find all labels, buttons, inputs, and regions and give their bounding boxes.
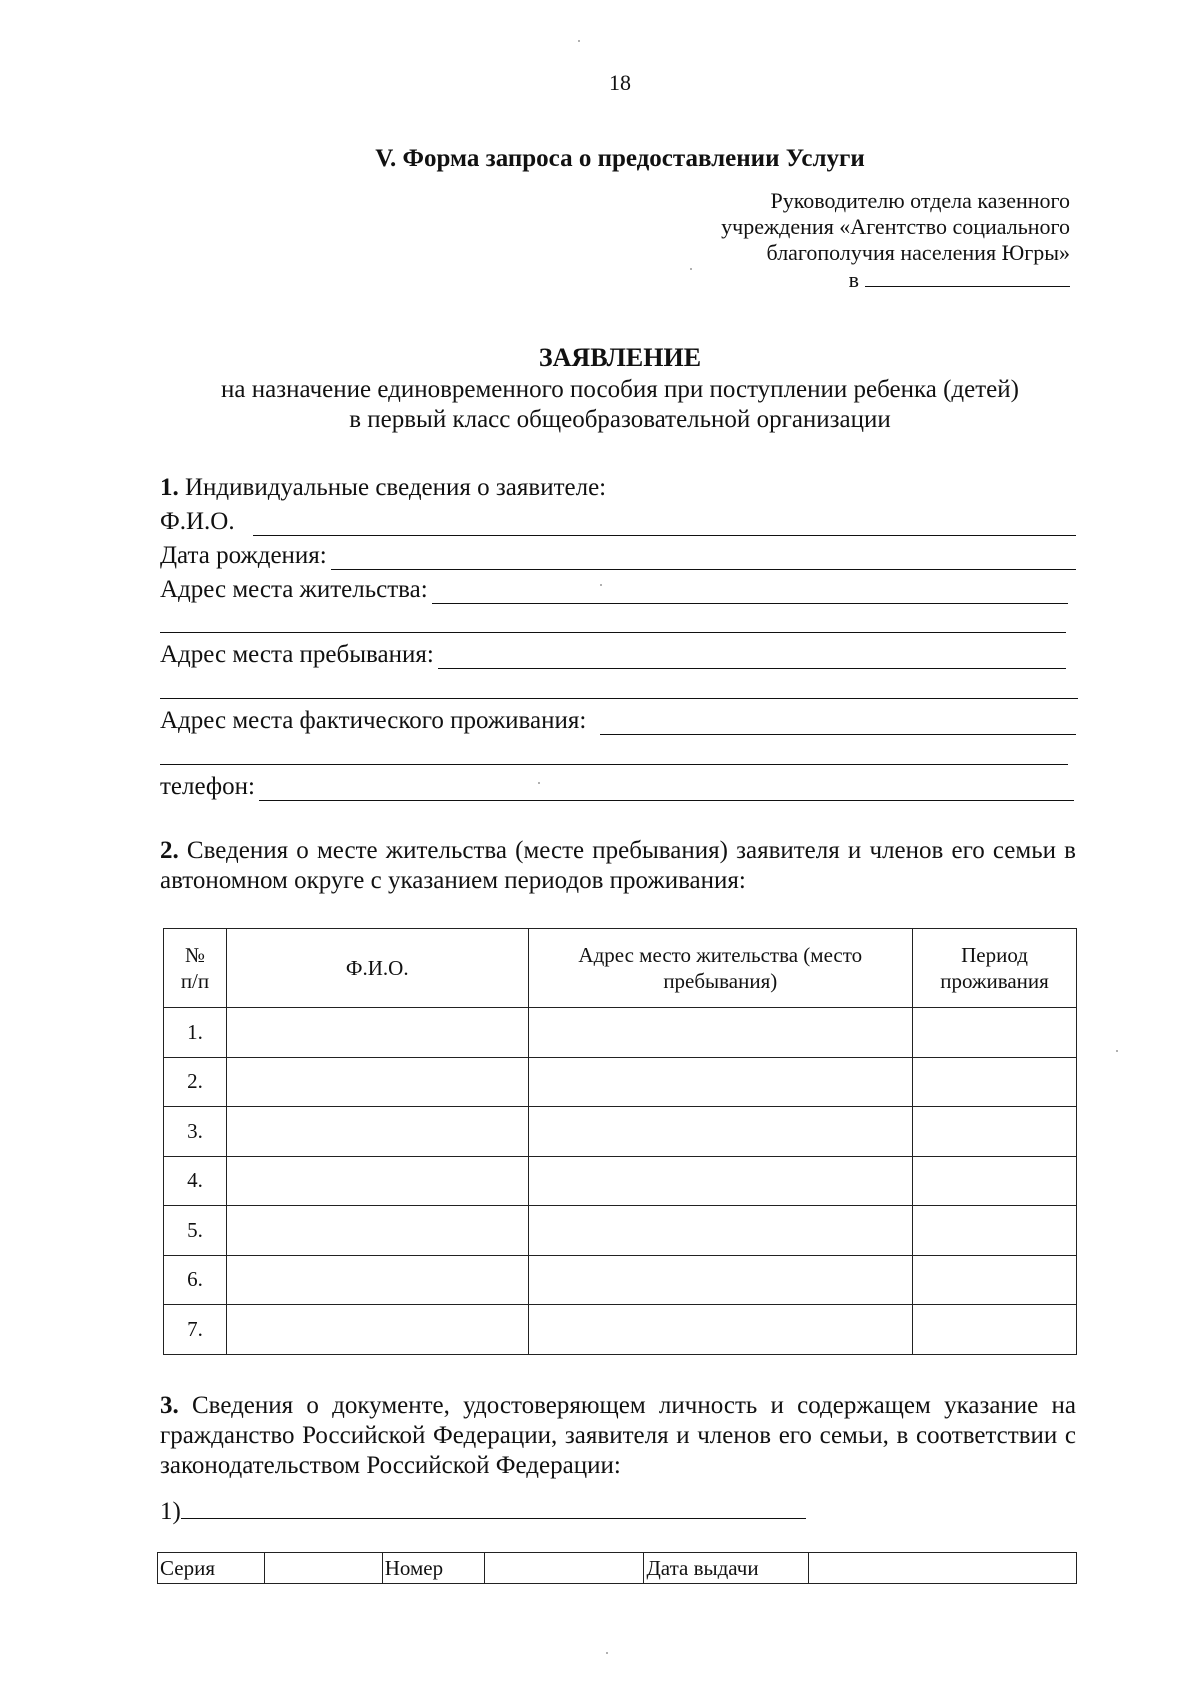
phone-label: телефон: [160,773,255,800]
document-subtitle-line-1: на назначение единовременного пособия при поступлении ребенка (детей) [221,376,1019,403]
cell-period[interactable] [913,1008,1077,1058]
residence-address-extra-line[interactable] [160,632,1066,633]
cell-address[interactable] [528,1107,913,1157]
cell-period[interactable] [913,1107,1077,1157]
section-2-number: 2. [160,837,179,864]
stay-address-extra-line[interactable] [160,698,1078,699]
issue-date-value-cell[interactable] [809,1553,1077,1584]
table-row [164,1107,1077,1157]
scan-speck [690,268,692,270]
cell-address[interactable] [528,1008,913,1058]
addressee-line-1: Руководителю отдела казенного [770,188,1070,213]
cell-period[interactable] [913,1206,1077,1256]
actual-address-extra-line[interactable] [160,764,1068,765]
phone-input-line[interactable] [259,772,1074,801]
header-period: Период проживания [913,929,1077,1008]
number-label: Номер [382,1553,484,1584]
cell-fio[interactable] [226,1206,528,1256]
section-1-heading-text: Индивидуальные сведения о заявителе: [178,474,607,501]
cell-address[interactable] [528,1156,913,1206]
residence-periods-table [163,928,1077,1355]
section-2-heading [160,836,1076,896]
residence-address-field [160,570,1068,604]
section-title: V. Форма запроса о предоставлении Услуги [375,145,865,172]
series-value-cell[interactable] [264,1553,382,1584]
addressee-block [721,188,1070,293]
cell-period[interactable] [913,1057,1077,1107]
table-row [164,1057,1077,1107]
section-3-heading-text: Сведения о документе, удостоверяющем личность и содержащем указание на гражданство Российской Федерации, заявителя и членов его семьи, в соответствии с законодательством Российской Федерации: [160,1392,1076,1479]
row-number: 3. [164,1107,227,1157]
birth-date-field [160,536,1076,570]
header-num: № п/п [164,929,227,1008]
table-row [164,1156,1077,1206]
document-item-line [160,1492,806,1526]
cell-fio[interactable] [226,1008,528,1058]
addressee-prefix: в [848,267,859,292]
residence-address-input-line[interactable] [432,575,1068,604]
actual-address-label: Адрес места фактического проживания: [160,707,587,734]
stay-address-label: Адрес места пребывания: [160,641,434,668]
series-label: Серия [158,1553,265,1584]
scan-speck [600,584,602,586]
section-1-heading [160,473,1076,503]
birth-date-label: Дата рождения: [160,542,327,569]
header-fio: Ф.И.О. [226,929,528,1008]
section-3-number: 3. [160,1392,179,1419]
cell-fio[interactable] [226,1057,528,1107]
scan-speck [538,782,540,784]
page-number: 18 [609,70,631,95]
cell-fio[interactable] [226,1107,528,1157]
addressee-line-3: благополучия населения Югры» [766,240,1070,265]
cell-address[interactable] [528,1255,913,1305]
table-header-row [164,929,1077,1008]
header-address: Адрес место жительства (место пребывания) [528,929,913,1008]
actual-address-input-line[interactable] [600,706,1076,735]
cell-period[interactable] [913,1156,1077,1206]
scan-speck [606,1652,608,1654]
scan-speck [578,40,580,42]
birth-date-input-line[interactable] [331,541,1076,570]
actual-address-field [160,701,1076,735]
document-item-input-line[interactable] [181,1492,806,1519]
row-number: 6. [164,1255,227,1305]
issue-date-label: Дата выдачи [644,1553,809,1584]
row-number: 1. [164,1008,227,1058]
scan-speck [1116,1050,1118,1052]
addressee-line-2: учреждения «Агентство социального [721,214,1070,239]
cell-address[interactable] [528,1305,913,1355]
addressee-line-4 [721,266,1070,293]
number-value-cell[interactable] [484,1553,644,1584]
stay-address-input-line[interactable] [438,640,1066,669]
row-number: 4. [164,1156,227,1206]
section-1-number: 1. [160,474,179,501]
row-number: 7. [164,1305,227,1355]
row-number: 5. [164,1206,227,1256]
fio-field [160,502,1076,536]
stay-address-field [160,635,1066,669]
residence-address-label: Адрес места жительства: [160,576,428,603]
cell-period[interactable] [913,1255,1077,1305]
document-item-label: 1) [160,1498,181,1525]
table-row [164,1008,1077,1058]
cell-fio[interactable] [226,1305,528,1355]
id-document-table [157,1552,1077,1584]
fio-input-line[interactable] [253,507,1076,536]
cell-period[interactable] [913,1305,1077,1355]
section-3-heading [160,1391,1076,1481]
document-subtitle-line-2: в первый класс общеобразовательной организации [349,406,891,433]
section-2-heading-text: Сведения о месте жительства (месте пребывания) заявителя и членов его семьи в автономном округе с указанием периодов проживания: [160,837,1076,894]
cell-fio[interactable] [226,1156,528,1206]
document-title: ЗАЯВЛЕНИЕ [538,343,702,372]
cell-address[interactable] [528,1057,913,1107]
cell-fio[interactable] [226,1255,528,1305]
id-document-row [158,1553,1077,1584]
cell-address[interactable] [528,1206,913,1256]
table-row [164,1206,1077,1256]
fio-label: Ф.И.О. [160,508,235,535]
table-row [164,1305,1077,1355]
table-row [164,1255,1077,1305]
row-number: 2. [164,1057,227,1107]
document-subtitle [0,375,1200,435]
phone-field [160,767,1074,801]
addressee-blank-line[interactable] [865,266,1070,287]
